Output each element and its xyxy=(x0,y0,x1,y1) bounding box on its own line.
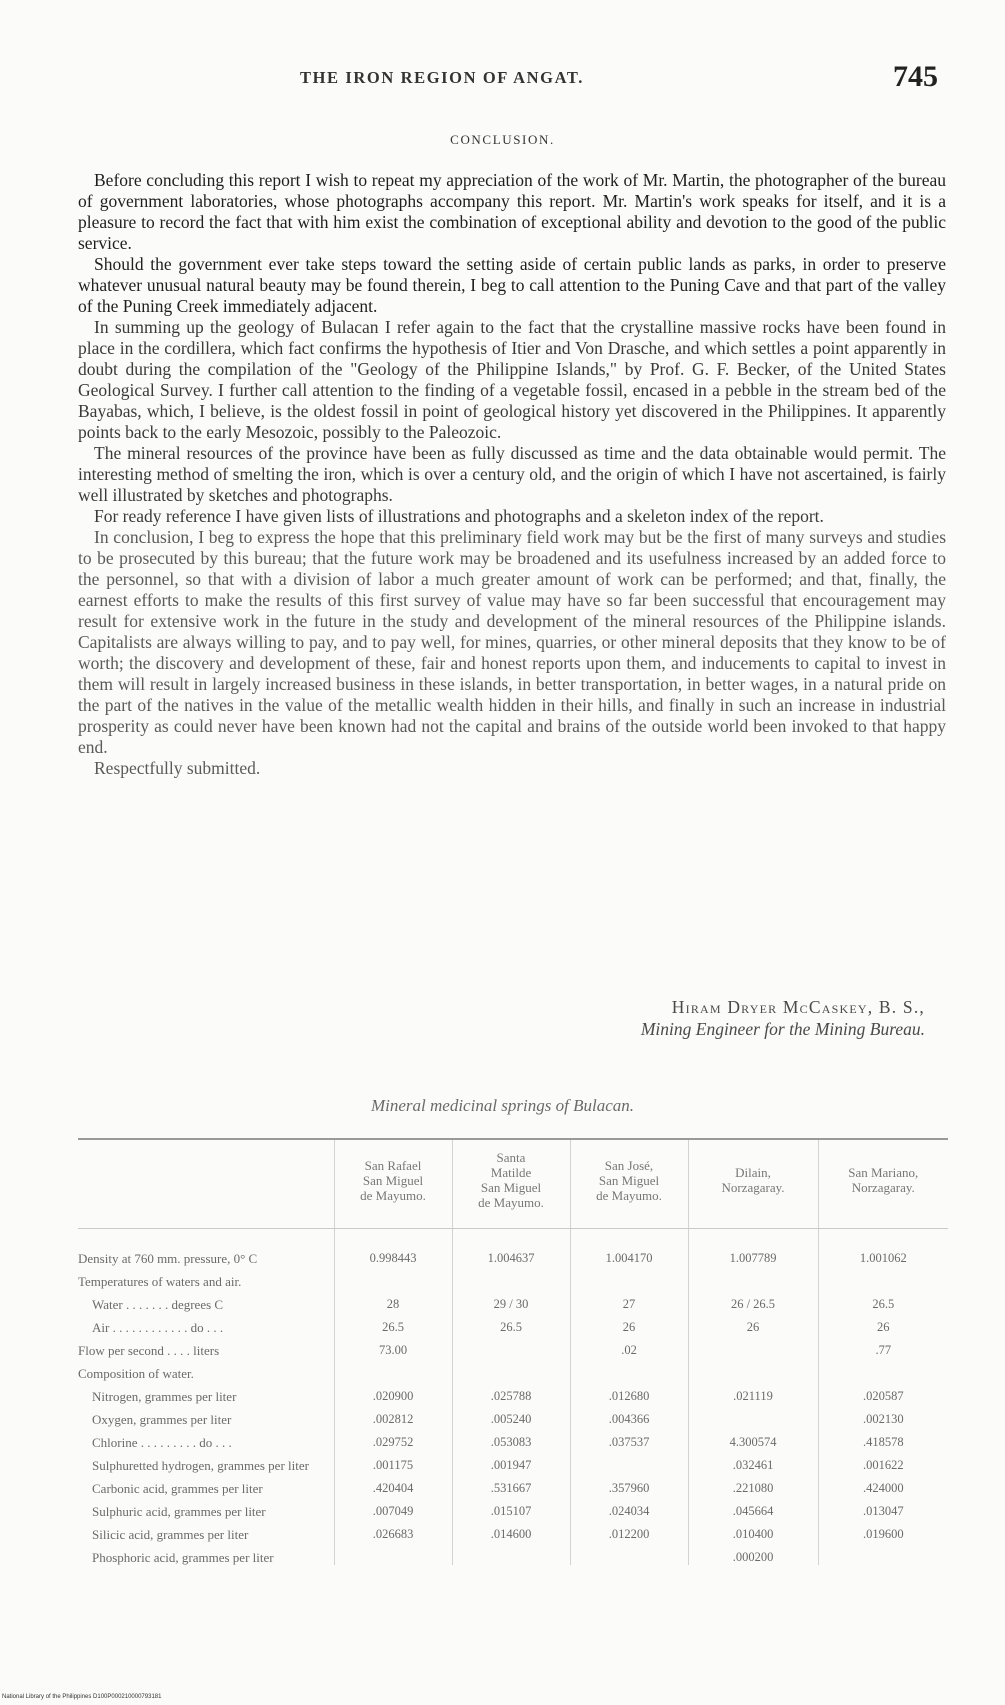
table-cell: .424000 xyxy=(818,1473,948,1496)
table-cell: 4.300574 xyxy=(688,1427,818,1450)
row-label: Sulphuric acid, grammes per liter xyxy=(92,1504,266,1519)
table-cell: .029752 xyxy=(334,1427,452,1450)
table-cell: 26 / 26.5 xyxy=(688,1289,818,1312)
table-cell xyxy=(570,1358,688,1381)
table-cell: 73.00 xyxy=(334,1335,452,1358)
table-row xyxy=(78,1427,948,1450)
table-cell: .001622 xyxy=(818,1450,948,1473)
table-cell: 1.004637 xyxy=(452,1229,570,1267)
table-cell: .221080 xyxy=(688,1473,818,1496)
table-cell: 1.007789 xyxy=(688,1229,818,1267)
table-cell: .053083 xyxy=(452,1427,570,1450)
table-cell xyxy=(452,1335,570,1358)
table-cell xyxy=(570,1542,688,1565)
table-row xyxy=(78,1496,948,1519)
table-cell: .045664 xyxy=(688,1496,818,1519)
column-header: Dilain, Norzagaray. xyxy=(688,1140,818,1229)
table-cell xyxy=(818,1358,948,1381)
table-cell: .013047 xyxy=(818,1496,948,1519)
paragraph: For ready reference I have given lists of illustrations and photographs and a skeleton index of the report. xyxy=(94,506,824,526)
row-label: Chlorine . . . . . . . . . do . . . xyxy=(92,1435,232,1450)
column-header: Santa Matilde San Miguel de Mayumo. xyxy=(452,1140,570,1229)
table-row xyxy=(78,1381,948,1404)
table-cell: 27 xyxy=(570,1289,688,1312)
table-cell: 0.998443 xyxy=(334,1229,452,1267)
table-row xyxy=(78,1542,948,1565)
table-cell: .005240 xyxy=(452,1404,570,1427)
row-label: Phosphoric acid, grammes per liter xyxy=(92,1550,274,1565)
table-cell: .014600 xyxy=(452,1519,570,1542)
label-column-header xyxy=(78,1140,334,1229)
table-row xyxy=(78,1473,948,1496)
table-cell: 26 xyxy=(688,1312,818,1335)
table-cell: .357960 xyxy=(570,1473,688,1496)
table-row xyxy=(78,1450,948,1473)
table-cell xyxy=(570,1450,688,1473)
table-cell: 26 xyxy=(570,1312,688,1335)
row-label: Silicic acid, grammes per liter xyxy=(92,1527,249,1542)
table-row xyxy=(78,1519,948,1542)
table-cell: .000200 xyxy=(688,1542,818,1565)
table-cell: .77 xyxy=(818,1335,948,1358)
table-cell: .012680 xyxy=(570,1381,688,1404)
table-cell: .531667 xyxy=(452,1473,570,1496)
row-label: Oxygen, grammes per liter xyxy=(92,1412,232,1427)
table-header-row xyxy=(78,1140,948,1229)
springs-table xyxy=(78,1140,948,1565)
table-cell xyxy=(688,1335,818,1358)
table-cell: .418578 xyxy=(818,1427,948,1450)
table-cell xyxy=(334,1266,452,1289)
column-header: San Rafael San Miguel de Mayumo. xyxy=(334,1140,452,1229)
table-row xyxy=(78,1404,948,1427)
table-cell: .015107 xyxy=(452,1496,570,1519)
row-label: Temperatures of waters and air. xyxy=(78,1274,242,1289)
table-cell: .002812 xyxy=(334,1404,452,1427)
table-cell xyxy=(452,1266,570,1289)
paragraph: Respectfully submitted. xyxy=(94,758,261,778)
table-cell: 28 xyxy=(334,1289,452,1312)
paragraph: In conclusion, I beg to express the hope that this preliminary field work may but be the first of many surveys and studies to be prosecuted by this bureau; that the future work may be broadened and its usefulness increased by an added force to the personnel, so that with a division of labor a much greater amount of work can be performed; and that, finally, the earnest efforts to make the results of this first survey of value may have so far been successful that encouragement may result for extensive work in the future in the study and development of the mineral resources of the Philippine islands. Capitalists are always willing to pay, and to pay well, for mines, quarries, or other mineral deposits that they know to be of worth; the discovery and development of these, fair and honest reports upon them, and inducements to capital to invest in them will result in largely increased business in these islands, in better transportation, in better wages, in a natural pride on the part of the natives in the value of the metallic wealth hidden in their hills, and finally in such an increase in industrial prosperity as could never have been known had not the capital and brains of the outside world been invoked to that happy end. xyxy=(78,527,946,757)
row-label: Density at 760 mm. pressure, 0° C xyxy=(78,1251,258,1266)
row-label: Carbonic acid, grammes per liter xyxy=(92,1481,263,1496)
page-number: 745 xyxy=(893,60,938,93)
paragraph: In summing up the geology of Bulacan I refer again to the fact that the crystalline massive rocks have been found in place in the cordillera, which fact confirms the hypothesis of Itier and Von Drasche, and which settles a point apparently in doubt during the compilation of the "Geology of the Philippine Islands," by Prof. G. F. Becker, of the United States Geological Survey. I further call attention to the finding of a vegetable fossil, encased in a pebble in the stream bed of the Bayabas, which, I believe, is the oldest fossil in point of geological history yet discovered in the Philippines. It apparently points back to the early Mesozoic, possibly to the Paleozoic. xyxy=(78,317,946,442)
paragraph: The mineral resources of the province have been as fully discussed as time and the data obtainable would permit. The interesting method of smelting the iron, which is over a century old, and the origin of which I have not ascertained, is fairly well illustrated by sketches and photographs. xyxy=(78,443,946,505)
table-cell xyxy=(452,1542,570,1565)
table-body xyxy=(78,1229,948,1566)
table-cell xyxy=(818,1266,948,1289)
paragraph: Should the government ever take steps toward the setting aside of certain public lands as parks, in order to preserve whatever unusual natural beauty may be found therein, I beg to call attention to the Puning Cave and that part of the valley of the Puning Creek immediately adjacent. xyxy=(78,254,946,316)
signature-title: Mining Engineer for the Mining Bureau. xyxy=(640,1019,925,1039)
table-cell: 26.5 xyxy=(452,1312,570,1335)
table-cell: .026683 xyxy=(334,1519,452,1542)
column-header: San José, San Miguel de Mayumo. xyxy=(570,1140,688,1229)
table-cell xyxy=(334,1542,452,1565)
body-text xyxy=(78,170,946,779)
table-cell: .032461 xyxy=(688,1450,818,1473)
table-row xyxy=(78,1335,948,1358)
table-cell: 26 xyxy=(818,1312,948,1335)
springs-table-wrap xyxy=(78,1138,948,1565)
table-cell: 1.001062 xyxy=(818,1229,948,1267)
table-cell: .021119 xyxy=(688,1381,818,1404)
table-cell: .010400 xyxy=(688,1519,818,1542)
row-label: Sulphuretted hydrogen, grammes per liter xyxy=(92,1458,309,1473)
table-cell: .019600 xyxy=(818,1519,948,1542)
signature xyxy=(0,996,925,1040)
column-header: San Mariano, Norzagaray. xyxy=(818,1140,948,1229)
table-cell: .020587 xyxy=(818,1381,948,1404)
table-cell xyxy=(570,1266,688,1289)
table-cell: .002130 xyxy=(818,1404,948,1427)
table-cell: .037537 xyxy=(570,1427,688,1450)
table-cell: .025788 xyxy=(452,1381,570,1404)
table-row xyxy=(78,1358,948,1381)
row-label: Water . . . . . . . degrees C xyxy=(92,1297,224,1312)
table-cell: 26.5 xyxy=(334,1312,452,1335)
table-row xyxy=(78,1266,948,1289)
row-label: Flow per second . . . . liters xyxy=(78,1343,220,1358)
row-label: Nitrogen, grammes per liter xyxy=(92,1389,237,1404)
paragraph: Before concluding this report I wish to repeat my appreciation of the work of Mr. Martin, the photographer of the bureau of government laboratories, whose photographs accompany this report. Mr. Martin's work speaks for itself, and it is a pleasure to record the fact that with him exist the combination of exceptional ability and devotion to the good of the public service. xyxy=(78,170,946,253)
table-cell: 1.004170 xyxy=(570,1229,688,1267)
signature-name: Hiram Dryer McCaskey, B. S., xyxy=(671,997,925,1017)
table-cell xyxy=(334,1358,452,1381)
table-cell: .004366 xyxy=(570,1404,688,1427)
table-cell xyxy=(818,1542,948,1565)
table-cell xyxy=(452,1358,570,1381)
table-cell: .007049 xyxy=(334,1496,452,1519)
table-row xyxy=(78,1289,948,1312)
table-caption: Mineral medicinal springs of Bulacan. xyxy=(370,1096,634,1115)
row-label: Air . . . . . . . . . . . . do . . . xyxy=(92,1320,224,1335)
section-title: CONCLUSION. xyxy=(450,132,555,147)
row-label: Composition of water. xyxy=(78,1366,194,1381)
table-cell: .420404 xyxy=(334,1473,452,1496)
table-cell xyxy=(688,1266,818,1289)
table-cell: 29 / 30 xyxy=(452,1289,570,1312)
table-row xyxy=(78,1229,948,1267)
table-cell: 26.5 xyxy=(818,1289,948,1312)
table-cell: .024034 xyxy=(570,1496,688,1519)
table-cell: .001947 xyxy=(452,1450,570,1473)
running-title: THE IRON REGION OF ANGAT. xyxy=(300,68,585,87)
table-cell xyxy=(688,1404,818,1427)
table-cell: .012200 xyxy=(570,1519,688,1542)
table-cell: .020900 xyxy=(334,1381,452,1404)
table-cell xyxy=(688,1358,818,1381)
table-cell: .001175 xyxy=(334,1450,452,1473)
table-row xyxy=(78,1312,948,1335)
library-footer: National Library of the Philippines D100P000210000793181 xyxy=(2,1694,162,1700)
table-cell: .02 xyxy=(570,1335,688,1358)
